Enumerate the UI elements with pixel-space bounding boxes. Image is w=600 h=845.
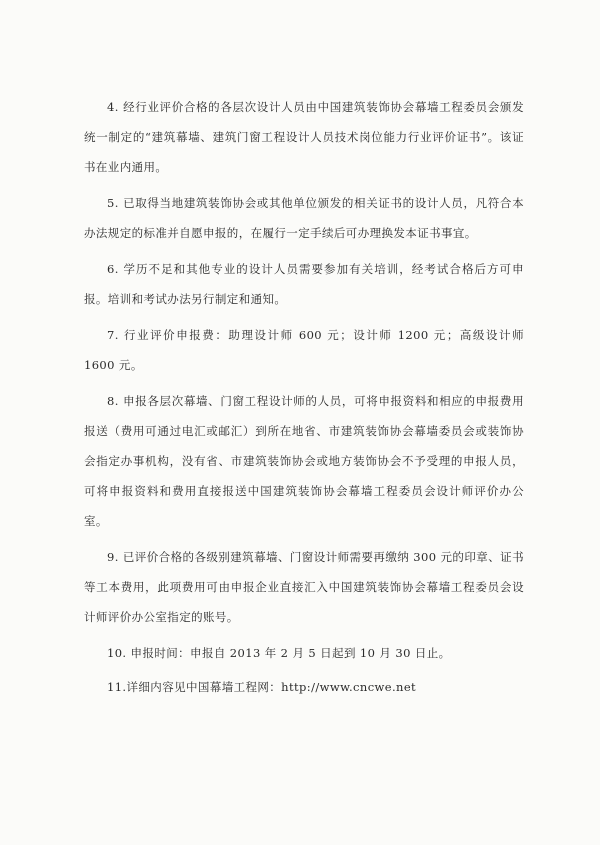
paragraph-9: 9. 已评价合格的各级别建筑幕墙、门窗设计师需要再缴纳 300 元的印章、证书等工本费用，此项费用可由申报企业直接汇入中国建筑装饰协会幕墙工程委员会设计师评价办公室指定的账号。 bbox=[84, 550, 524, 624]
paragraph-4: 4. 经行业评价合格的各层次设计人员由中国建筑装饰协会幕墙工程委员会颁发统一制定的“建筑幕墙、建筑门窗工程设计人员技术岗位能力行业评价证书”。该证书在业内通用。 bbox=[84, 100, 524, 174]
paragraph-10-deadline: 10. 申报时间：申报自 2013 年 2 月 5 日起到 10 月 30 日止。 bbox=[107, 646, 451, 660]
paragraph-5: 5. 已取得当地建筑装饰协会或其他单位颁发的相关证书的设计人员，凡符合本办法规定的标准并自愿申报的，在履行一定手续后可办理换发本证书事宜。 bbox=[84, 196, 524, 240]
document-body bbox=[84, 92, 524, 706]
paragraph-11-website: 11.详细内容见中国幕墙工程网：http://www.cncwe.net bbox=[107, 680, 417, 694]
paragraph-7-fees: 7. 行业评价申报费：助理设计师 600 元；设计师 1200 元；高级设计师 1600 元。 bbox=[84, 328, 524, 372]
paragraph-8: 8. 申报各层次幕墙、门窗工程设计师的人员，可将申报资料和相应的申报费用报送（费用可通过电汇或邮汇）到所在地省、市建筑装饰协会幕墙委员会或装饰协会指定办事机构，没有省、市建筑装饰协会或地方装饰协会不予受理的申报人员，可将申报资料和费用直接报送中国建筑装饰协会幕墙工程委员会设计师评价办公室。 bbox=[84, 394, 524, 528]
paragraph-6: 6. 学历不足和其他专业的设计人员需要参加有关培训，经考试合格后方可申报。培训和考试办法另行制定和通知。 bbox=[84, 262, 524, 306]
